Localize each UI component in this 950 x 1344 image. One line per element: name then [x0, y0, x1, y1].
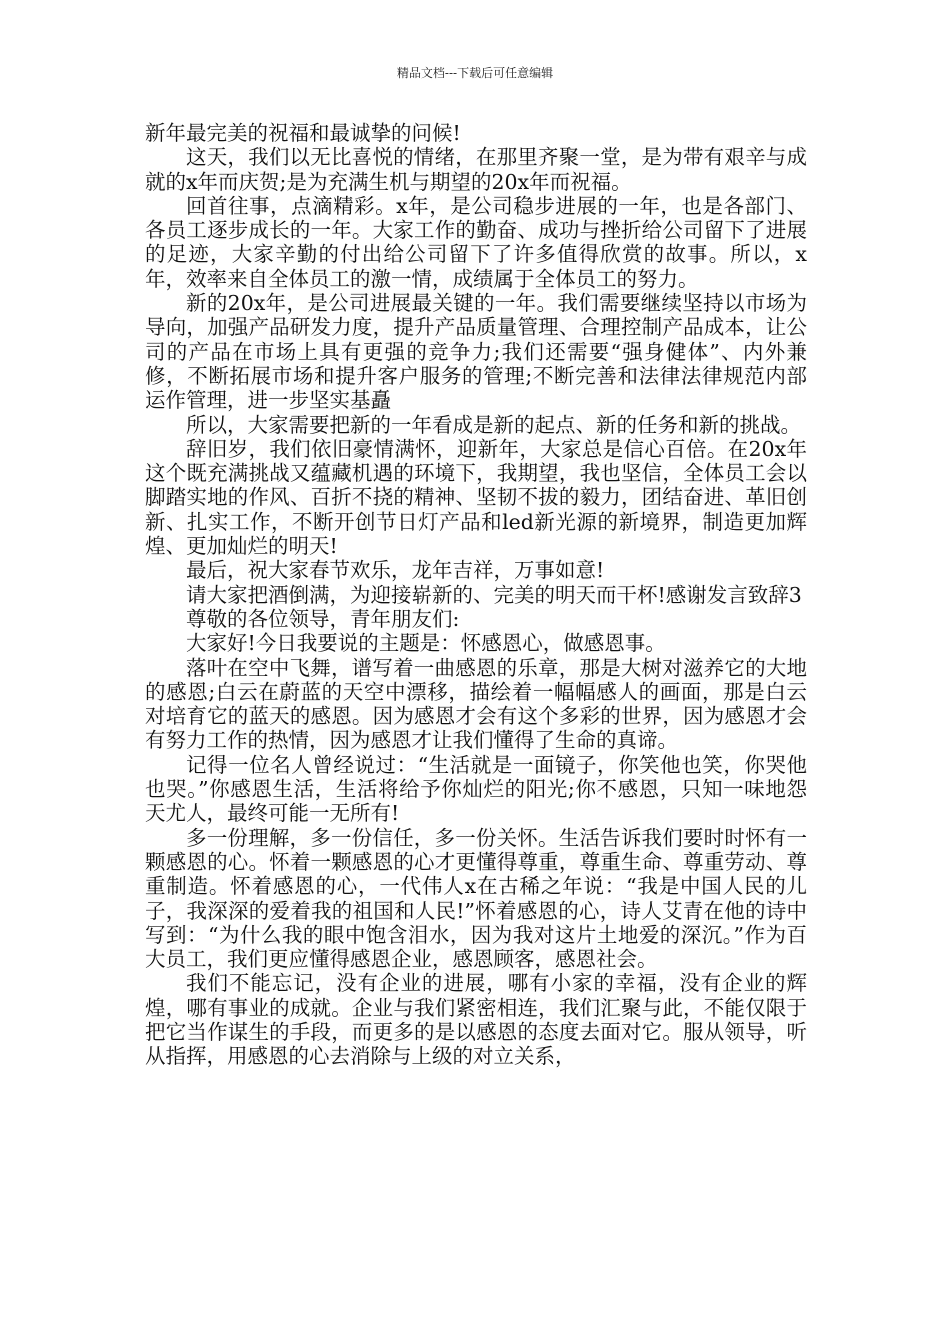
page-header: 精品文档---下载后可任意编辑: [396, 66, 554, 80]
paragraph: 回首往事，点滴精彩。x年，是公司稳步进展的一年，也是各部门、各员工逐步成长的一年。大家工作的勤奋、成功与挫折给公司留下了进展的足迹，大家辛勤的付出给公司留下了许多值得欣赏的故事。所以，x年，效率来自全体员工的激一情，成绩属于全体员工的努力。: [145, 193, 807, 291]
paragraph: 请大家把酒倒满，为迎接崭新的、完美的明天而干杯!感谢发言致辞3: [186, 582, 802, 607]
paragraph: 记得一位名人曾经说过：“生活就是一面镜子，你笑他也笑，你哭他也哭。”你感恩生活，生活将给予你灿烂的阳光;你不感恩，只知一味地怨天尤人，最终可能一无所有!: [145, 752, 807, 826]
paragraph: 最后，祝大家春节欢乐，龙年吉祥，万事如意!: [186, 558, 605, 583]
paragraph: 我们不能忘记，没有企业的进展，哪有小家的幸福，没有企业的辉煌，哪有事业的成就。企业与我们紧密相连，我们汇聚与此，不能仅限于把它当作谋生的手段，而更多的是以感恩的态度去面对它。服从领导，听从指挥，用感恩的心去消除与上级的对立关系，: [145, 971, 807, 1069]
document-body: [145, 121, 807, 1069]
paragraph: 多一份理解，多一份信任，多一份关怀。生活告诉我们要时时怀有一颗感恩的心。怀着一颗感恩的心才更懂得尊重，尊重生命、尊重劳动、尊重制造。怀着感恩的心，一代伟人x在古稀之年说：“我是中国人民的儿子，我深深的爱着我的祖国和人民!”怀着感恩的心，诗人艾青在他的诗中写到：“为什么我的眼中饱含泪水，因为我对这片土地爱的深沉。”作为百大员工，我们更应懂得感恩企业，感恩顾客，感恩社会。: [145, 825, 807, 972]
paragraph: 大家好!今日我要说的主题是：怀感恩心，做感恩事。: [186, 631, 666, 656]
paragraph-continuation: 新年最完美的祝福和最诚挚的问候!: [145, 121, 461, 145]
paragraph: 辞旧岁，我们依旧豪情满怀，迎新年，大家总是信心百倍。在20x年这个既充满挑战又蕴藏机遇的环境下，我期望，我也坚信，全体员工会以脚踏实地的作风、百折不挠的精神、坚韧不拔的毅力，团结奋进、革旧创新、扎实工作，不断开创节日灯产品和led新光源的新境界，制造更加辉煌、更加灿烂的明天!: [145, 436, 807, 559]
paragraph: 新的20x年，是公司进展最关键的一年。我们需要继续坚持以市场为导向，加强产品研发力度，提升产品质量管理、合理控制产品成本，让公司的产品在市场上具有更强的竞争力;我们还需要“强身健体”、内外兼修，不断拓展市场和提升客户服务的管理;不断完善和法律法律规范内部运作管理，进一步坚实基矗: [145, 291, 807, 413]
paragraph: 落叶在空中飞舞，谱写着一曲感恩的乐章，那是大树对滋养它的大地的感恩;白云在蔚蓝的天空中漂移，描绘着一幅幅感人的画面，那是白云对培育它的蓝天的感恩。因为感恩才会有这个多彩的世界，因为感恩才会有努力工作的热情，因为感恩才让我们懂得了生命的真谛。: [145, 655, 807, 753]
paragraph: 所以，大家需要把新的一年看成是新的起点、新的任务和新的挑战。: [186, 412, 801, 437]
salutation: 尊敬的各位领导，青年朋友们:: [186, 606, 460, 631]
paragraph: 这天，我们以无比喜悦的情绪，在那里齐聚一堂，是为带有艰辛与成就的x年而庆贺;是为充满生机与期望的20x年而祝福。: [145, 145, 807, 194]
